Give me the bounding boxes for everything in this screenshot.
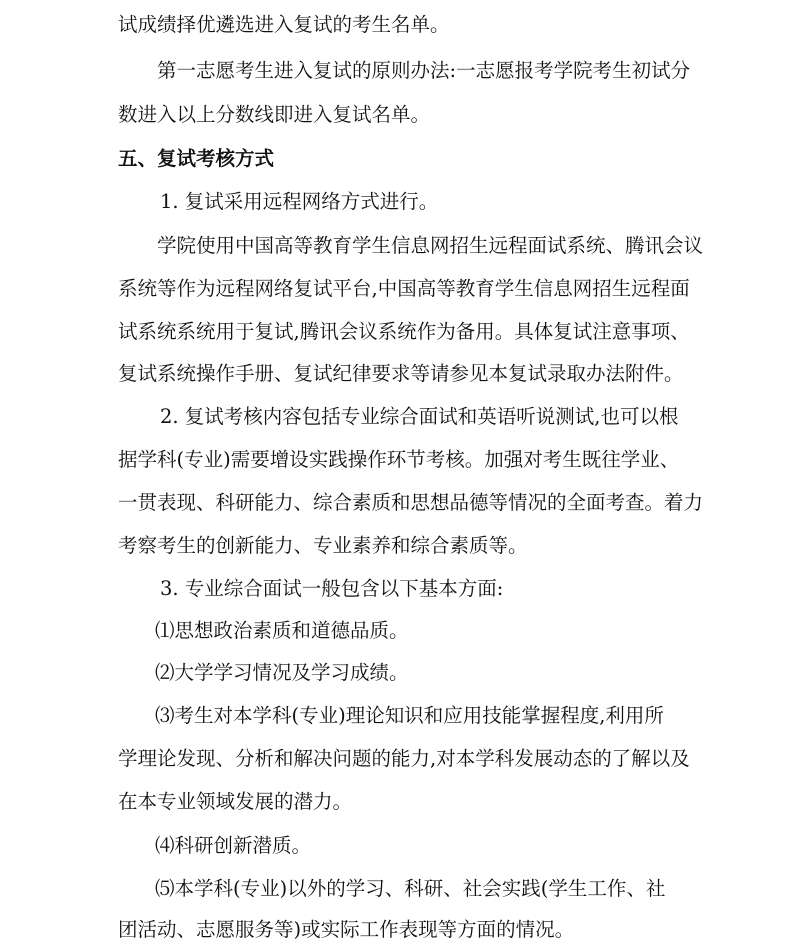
list-item: ⑸本学科(专业)以外的学习、科研、社会实践(学生工作、社 bbox=[155, 877, 666, 900]
paragraph-line: 据学科(专业)需要增设实践操作环节考核。加强对考生既往学业、 bbox=[118, 448, 680, 471]
paragraph-line: 第一志愿考生进入复试的原则办法:一志愿报考学院考生初试分 bbox=[157, 59, 691, 82]
list-item: 2. 复试考核内容包括专业综合面试和英语听说测试,也可以根 bbox=[160, 405, 679, 428]
list-item: ⑵大学学习情况及学习成绩。 bbox=[155, 661, 409, 684]
paragraph-line: 在本专业领域发展的潜力。 bbox=[118, 790, 353, 813]
list-item: ⑶考生对本学科(专业)理论知识和应用技能掌握程度,利用所 bbox=[155, 704, 664, 727]
list-item: 3. 专业综合面试一般包含以下基本方面: bbox=[160, 577, 504, 600]
paragraph-line: 复试系统操作手册、复试纪律要求等请参见本复试录取办法附件。 bbox=[118, 362, 684, 385]
list-item: 1. 复试采用远程网络方式进行。 bbox=[160, 190, 439, 213]
paragraph-line: 试系统系统用于复试,腾讯会议系统作为备用。具体复试注意事项、 bbox=[118, 320, 690, 343]
paragraph-line: 团活动、志愿服务等)或实际工作表现等方面的情况。 bbox=[118, 918, 575, 941]
paragraph-line: 学理论发现、分析和解决问题的能力,对本学科发展动态的了解以及 bbox=[118, 747, 690, 770]
list-item: ⑷科研创新潜质。 bbox=[155, 834, 312, 857]
paragraph-line: 考察考生的创新能力、专业素养和综合素质等。 bbox=[118, 534, 528, 557]
list-item: ⑴思想政治素质和道德品质。 bbox=[155, 619, 409, 642]
section-heading: 五、复试考核方式 bbox=[118, 147, 275, 170]
paragraph-line: 系统等作为远程网络复试平台,中国高等教育学生信息网招生远程面 bbox=[118, 277, 690, 300]
paragraph-line: 试成绩择优遴选进入复试的考生名单。 bbox=[118, 13, 450, 36]
paragraph-line: 一贯表现、科研能力、综合素质和思想品德等情况的全面考查。着力 bbox=[118, 491, 704, 514]
paragraph-line: 数进入以上分数线即进入复试名单。 bbox=[118, 103, 431, 126]
paragraph-line: 学院使用中国高等教育学生信息网招生远程面试系统、腾讯会议 bbox=[157, 234, 704, 257]
